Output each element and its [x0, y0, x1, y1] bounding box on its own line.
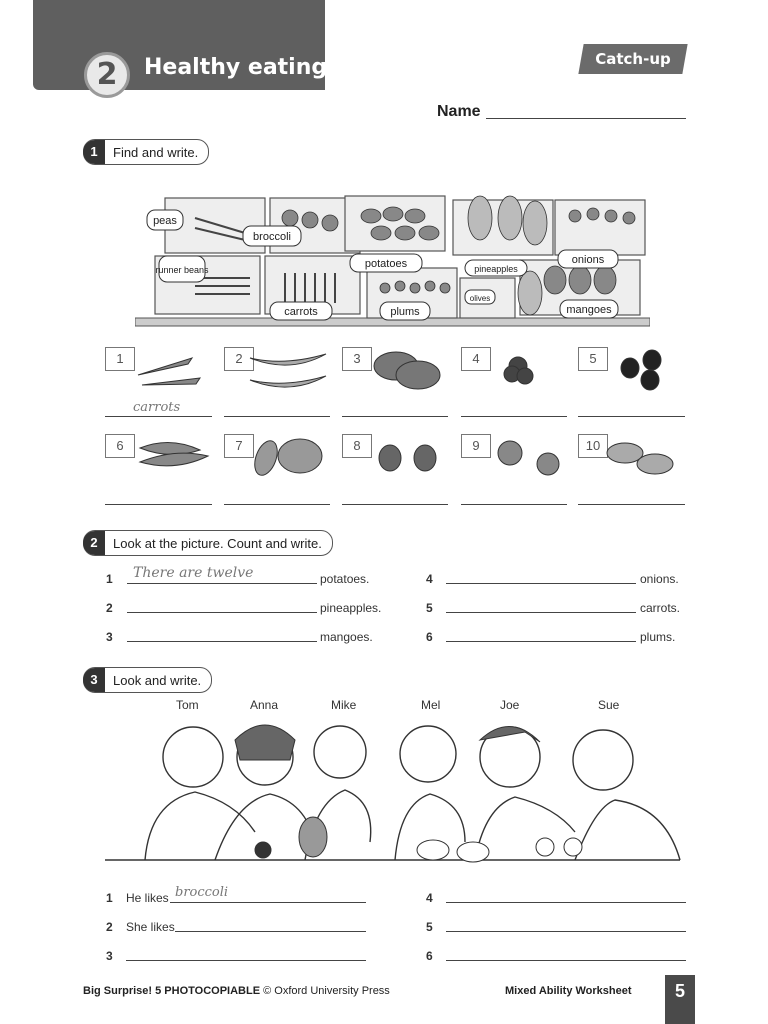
footer-copyright: © Oxford University Press: [260, 985, 390, 997]
answer-line-9[interactable]: [461, 503, 567, 505]
item-7-number: 7: [224, 434, 254, 458]
ex3-answer-line[interactable]: [446, 901, 686, 903]
ex2-row-number: 5: [426, 601, 433, 615]
child-name-sue: Sue: [598, 698, 620, 712]
tom-face: [163, 727, 223, 787]
answer-line-8[interactable]: [342, 503, 448, 505]
exercise-2-heading: [83, 530, 333, 556]
child-name-mel: Mel: [421, 698, 441, 712]
exercise-3-heading: [83, 667, 212, 693]
peas-icon: [140, 442, 200, 454]
ex2-row-number: 1: [106, 572, 113, 586]
answer-1-text: carrots: [133, 400, 181, 415]
ex3-answer-line[interactable]: [126, 959, 366, 961]
ex3-answer-line[interactable]: [446, 959, 686, 961]
unit-number-badge: 2: [84, 52, 130, 98]
ex3-row-number: 6: [426, 949, 433, 963]
child-name-mike: Mike: [331, 698, 357, 712]
name-field[interactable]: [486, 118, 686, 119]
ex3-answer-line[interactable]: [446, 930, 686, 932]
ex2-row-number: 2: [106, 601, 113, 615]
mango-icon: [250, 438, 281, 479]
exercise-3-instruction: Look and write.: [113, 672, 202, 688]
vegetable-pictures-row-1: [100, 340, 690, 400]
item-9-number: 9: [461, 434, 491, 458]
page-title: Healthy eating: [144, 55, 328, 80]
footer-publisher: [83, 985, 390, 997]
onion-icon: [498, 441, 522, 465]
name-label: Name: [437, 103, 481, 120]
olive-icon: [621, 358, 639, 378]
ex2-row-ending: mangoes.: [320, 630, 373, 644]
vegetable-pictures-row-2: [100, 428, 690, 488]
ex2-answer-line[interactable]: [127, 582, 317, 584]
child-name-tom: Tom: [176, 698, 199, 712]
ex3-row-prefix: He likes: [126, 891, 169, 905]
label-broccoli: broccoli: [253, 231, 291, 243]
ex3-row-number: 1: [106, 891, 113, 905]
footer-worksheet-type: Mixed Ability Worksheet: [505, 985, 632, 997]
exercise-3-number: 3: [83, 668, 105, 692]
answer-line-5[interactable]: [578, 415, 685, 417]
item-10-number: 10: [578, 434, 608, 458]
children-at-table-illustration: [105, 712, 685, 872]
exercise-1-number: 1: [83, 140, 105, 164]
exercise-2-number: 2: [83, 531, 105, 555]
ex2-answer-line[interactable]: [446, 582, 636, 584]
ex3-row-number: 5: [426, 920, 433, 934]
exercise-1-heading: [83, 139, 209, 165]
exercise-1-instruction: Find and write.: [113, 144, 199, 160]
ex3-row-prefix: She likes: [126, 920, 175, 934]
ex2-answer-line[interactable]: [446, 611, 636, 613]
market-stall-illustration: [135, 178, 650, 330]
ex2-row-number: 4: [426, 572, 433, 586]
runner-bean-icon: [250, 354, 326, 365]
answer-line-3[interactable]: [342, 415, 448, 417]
exercise-2-instruction: Look at the picture. Count and write.: [113, 535, 322, 551]
plum-icon: [379, 445, 401, 471]
ex3-answer-line[interactable]: [170, 901, 366, 903]
broccoli-icon: [255, 842, 271, 858]
item-1-number: 1: [105, 347, 135, 371]
item-8-number: 8: [342, 434, 372, 458]
ex3-row-number: 2: [106, 920, 113, 934]
footer-title: Big Surprise! 5 PHOTOCOPIABLE: [83, 985, 261, 997]
carrot-icon: [138, 358, 192, 375]
answer-line-2[interactable]: [224, 415, 330, 417]
item-6-number: 6: [105, 434, 135, 458]
anna-hair: [235, 725, 295, 760]
label-onions: onions: [571, 254, 605, 266]
ex2-row-number: 6: [426, 630, 433, 644]
answer-line-4[interactable]: [461, 415, 567, 417]
pineapple-icon: [607, 443, 643, 463]
page-number: 5: [665, 975, 695, 1024]
ex2-row-number: 3: [106, 630, 113, 644]
label-pineapples: pineapples: [474, 264, 518, 274]
ex2-answer-text: There are twelve: [133, 565, 254, 581]
catch-up-label: Catch-up: [595, 50, 671, 68]
ex2-row-ending: plums.: [640, 630, 676, 644]
ex3-answer-text: broccoli: [175, 885, 229, 900]
ex2-answer-line[interactable]: [127, 640, 317, 642]
item-2-number: 2: [224, 347, 254, 371]
ex2-row-ending: pineapples.: [320, 601, 382, 615]
ex2-row-ending: carrots.: [640, 601, 681, 615]
item-4-number: 4: [461, 347, 491, 371]
answer-line-10[interactable]: [578, 503, 685, 505]
ex2-answer-line[interactable]: [446, 640, 636, 642]
label-olives: olives: [469, 294, 491, 303]
answer-line-6[interactable]: [105, 503, 212, 505]
child-name-anna: Anna: [250, 698, 279, 712]
label-carrots: carrots: [284, 306, 318, 318]
ex3-row-number: 4: [426, 891, 433, 905]
catch-up-badge: [578, 44, 687, 74]
label-runner-beans: runner beans: [155, 265, 209, 275]
item-3-number: 3: [342, 347, 372, 371]
label-potatoes: potatoes: [364, 258, 408, 270]
answer-line-7[interactable]: [224, 503, 330, 505]
ex2-answer-line[interactable]: [127, 611, 317, 613]
ex2-row-ending: potatoes.: [320, 572, 370, 586]
label-mangoes: mangoes: [566, 304, 612, 316]
answer-line-1[interactable]: [105, 415, 212, 417]
label-peas: peas: [153, 215, 177, 227]
label-plums: plums: [390, 306, 420, 318]
ex3-answer-line[interactable]: [175, 930, 366, 932]
item-5-number: 5: [578, 347, 608, 371]
child-name-joe: Joe: [500, 698, 520, 712]
pineapple-icon: [299, 817, 327, 857]
ex2-row-ending: onions.: [640, 572, 679, 586]
ex3-row-number: 3: [106, 949, 113, 963]
